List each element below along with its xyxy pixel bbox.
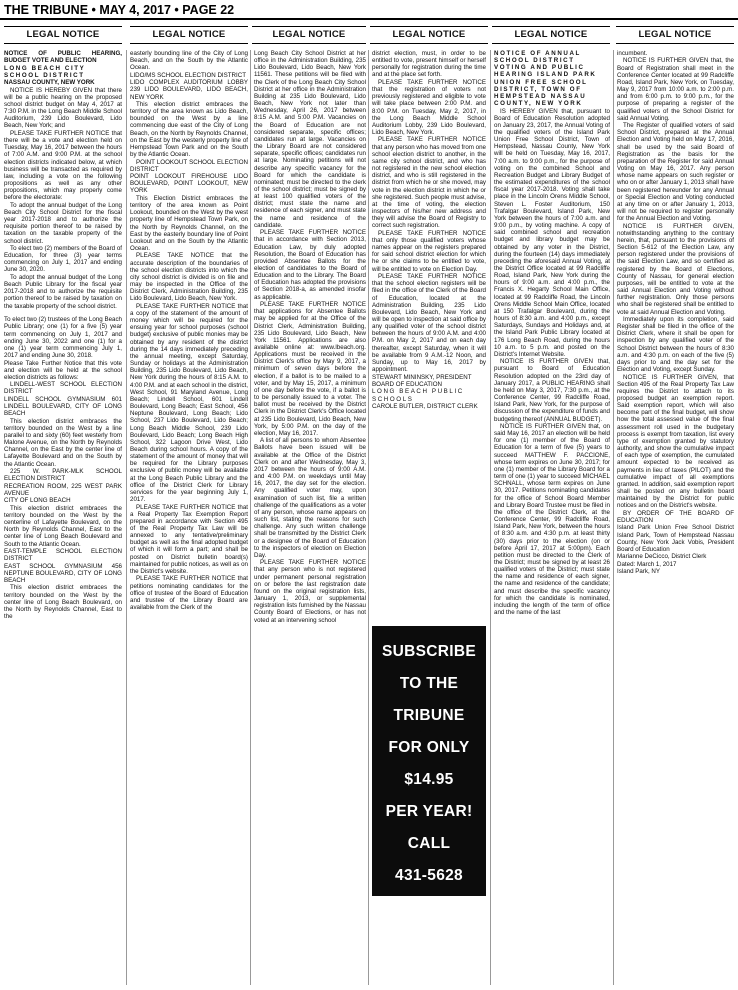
notice-paragraph: Please Take Further Notice that this vote and election will be held at the school election districts as follows: bbox=[4, 359, 122, 381]
notice-paragraph: RECREATION ROOM, 225 WEST PARK AVENUE bbox=[4, 482, 122, 497]
page-title: THE TRIBUNE • MAY 4, 2017 • PAGE 22 bbox=[4, 3, 235, 17]
column-header: LEGAL NOTICE bbox=[492, 26, 610, 44]
notice-paragraph: PLEASE TAKE FURTHER NOTICE that the school election registers will be filed in the office of the Clerk of the Board of Education, located at the Administration Building, 235 Lido Boulevard, Lido Beach, New York and will be open to inspection at said office by any qualified voter of the school district between the hours of 9:00 A.M. and 4:00 P.M. on May 2, 2017 and on each day thereafter, except Saturday, when it will be available from 9 A.M.-12 Noon, and Sunday, up to May 16, 2017 by appointment. bbox=[372, 273, 486, 374]
notice-paragraph: PLEASE TAKE FURTHER NOTICE that applications for Absentee Ballots may be applied for at the Office of the District Clerk, Administration Building, 235 Lido Boulevard, Lido Beach, New York 11561. Applications are also available online at: www.lbeach.org. Applications must be received in the District Clerk's office by May 9, 2017, a minimum of seven days before the election, if a ballot is to be mailed to a voter, and by May 15, 2017, a minimum of one day before the vote, if a ballot is to be personally issued to a voter. The ballot must be received by the District Clerk in the District Clerk's Office located at 235 Lido Boulevard, Lido Beach, New York, by 5:00 P.M. on the day of the election, May 16, 2017. bbox=[254, 301, 366, 437]
notice-paragraph: PLEASE TAKE FURTHER NOTICE that in accordance with Section 2013, Education Law, by duly adopted Resolution, the Board of Education has provided Absentee Ballots for the election of candidates to the Board of Education and to the Library. The Board of Education has adopted the provisions of Section 2018-a, as amended insofar as applicable. bbox=[254, 229, 366, 301]
notice-paragraph: This election district embraces the territory of the area known as Lido Beach, bounded on the West by a line commencing due east of the City of Long Beach, on the North by Reynolds Channel, on the East by the westerly property line of Hempstead Town Park and on the South by the Atlantic Ocean. bbox=[130, 100, 248, 159]
column-header: LEGAL NOTICE bbox=[4, 26, 122, 44]
column-divider bbox=[126, 50, 127, 985]
notice-paragraph: Island Park, NY bbox=[617, 568, 660, 576]
column-header: LEGAL NOTICE bbox=[252, 26, 366, 44]
legal-notices-body bbox=[0, 50, 738, 988]
ad-line: PER YEAR! bbox=[385, 803, 473, 820]
notice-paragraph: LIDO COMPLEX AUDITORIUM LOBBY 239 LIDO BOULEVARD, LIDO BEACH, NEW YORK bbox=[130, 79, 248, 101]
column-divider bbox=[368, 50, 369, 985]
notice-paragraph: NOTICE OF PUBLIC HEARING, BUDGET VOTE AND ELECTION bbox=[4, 50, 122, 65]
ad-line: FOR ONLY bbox=[388, 739, 470, 756]
notice-paragraph: district election, must, in order to be entitled to vote, present himself or herself personally for registration during the time and at the place set forth. bbox=[372, 50, 486, 79]
notice-paragraph: EAST-TEMPLE SCHOOL ELECTION DISTRICT bbox=[4, 547, 122, 563]
notice-paragraph: NOTICE IS FURTHER GIVEN, that Section 495 of the Real Property Tax Law requires the District to attach to its proposed budget an exemption report. Said exemption report, which will also become part of the final budget, will show how the total assessed value of the final assessment roll used in the budgetary process is exempt from taxation, list every type of exemption granted by statutory authority, and show the cumulative impact of each type of exemption, the cumulated amount expected to be received as payments in lieu of taxes (PILOT) and the cumulative impact of all exemptions granted. In addition, said exemption report shall be posted on any bulletin board maintained by the District for public notices and on the District's website. bbox=[617, 373, 734, 510]
notice-paragraph: Immediately upon its completion, said Register shall be filed in the office of the District Clerk, where it shall be open for inspection by any qualified voter of the School District between the hours of 8:30 a.m. and 4:30 p.m. on each of the five (5) days prior to and the day set for the Election and Voting, except Sunday. bbox=[617, 315, 734, 374]
notice-paragraph: PLEASE TAKE FURTHER NOTICE that there will be a vote and election held on Tuesday, May 16, 2017 between the hours of 7:00 A.M. and 9:00 P.M. at the school election districts indicated below, at which business will be transacted as required by law, including a vote on the following propositions as well as any other propositions, which may properly come before the electorate: bbox=[4, 129, 122, 202]
notice-paragraph: STEWART MININSKY, PRESIDENT bbox=[372, 373, 472, 381]
notice-paragraph: PLEASE TAKE FURTHER NOTICE that a Real Property Tax Exemption Report prepared in accordance with Section 495 of the Real Property Tax Law will be annexed to any tentative/preliminary budget as well as the final adopted budget of which it will form a part; and shall be posted on District bulletin board(s) maintained for public notices, as well as on the District's website. bbox=[130, 503, 248, 575]
notice-paragraph: PLEASE TAKE FURTHER NOTICE that any person who has moved from one school election district to another, in the same city school district, and who has not registered in the new school election district, and who is still registered in the district from which he or she moved, may vote in the election district in which he or she registered. Such people must advise, at the time of voting, the election inspectors of his/her new address and they will advise the Board of Registry to correct such registration. bbox=[372, 136, 486, 230]
notice-column-1 bbox=[4, 50, 122, 985]
notice-paragraph: To elect two (2) trustees of the Long Beach Public Library; one (1) for a five (5) year term commencing on July 1, 2017 and ending June 30, 2022 and one (1) for a one (1) year term commencing July 1, 2017 and ending June 30, 2018. bbox=[4, 316, 122, 360]
notice-paragraph: LONG BEACH PUBLIC SCHOOLS bbox=[372, 388, 464, 403]
notice-paragraph: PLEASE TAKE FURTHER NOTICE that only those qualified voters whose names appear on the registers prepared for said school district election for which he or she claims to be entitled to vote, will be entitled to vote on Election Day. bbox=[372, 229, 486, 273]
column-divider bbox=[250, 50, 251, 985]
notice-paragraph: To adopt the annual budget of the Long Beach City School District for the fiscal year 2017-2018 and to authorize the requisite portion thereof to be raised by taxation on the taxable property of the school district. bbox=[4, 201, 122, 245]
notice-paragraph: CAROLE BUTLER, DISTRICT CLERK bbox=[372, 403, 478, 411]
notice-paragraph: POINT LOOKOUT SCHOOL ELECTION DISTRICT bbox=[130, 158, 248, 173]
notice-paragraph: PLEASE TAKE FURTHER NOTICE that petitions nominating candidates for the office of trustee of the Board of Education and trustee of the Library Board are available from the Clerk of the bbox=[130, 575, 248, 611]
notice-paragraph: Long Beach City School District at her office in the Administration Building, 235 Lido Boulevard, Lido Beach, New York 11561. These petitions will be filed with the Clerk of the Long Beach City School District at her office in the Administration Building at 235 Lido Boulevard, Lido Beach, New York not later than Wednesday, April 26, 2017 between 8:15 A.M. and 5:00 P.M. Vacancies on the Board of Education are not considered separate, specific offices; candidates run at large. Vacancies on the Library Board are not considered separate, specific offices; candidates run at large. Nominating petitions will not describe any specific vacancy for the Board for which the candidate is nominated; must be directed to the clerk of the school district; must be signed by at least 100 qualified voters of the district; must state the name and residence of each signer, and must state the name and residence of the candidate. bbox=[254, 50, 366, 229]
column-header: LEGAL NOTICE bbox=[616, 26, 734, 44]
column-header-row bbox=[0, 26, 738, 46]
notice-paragraph: NASSAU COUNTY, NEW YORK bbox=[4, 79, 95, 87]
notice-paragraph: IS HEREBY GIVEN that, pursuant to Board of Education Resolution adopted on January 23, 2017, the Annual Voting of the qualified voters of the Island Park Union Free School District, Town of Hempstead, Nassau County, New York will be held on Tuesday, May 16, 2017, 7:00 a.m. to 9:00 p.m., for the purpose of voting on the combined School and Recreation Budget and Library Budget of the estimated expenditures of the school fiscal year 2017-2018. Voting shall take place in the Lincoln Orens Middle School, Steven L. Foster Auditorium, 150 Trafalgar Boulevard, Island Park, New York between the hours of 7:00 a.m. and 9:00 p.m., by voting machine. A copy of said combined school and recreation budget and library budget may be obtained by any voter in the District, during the fourteen (14) days immediately preceding the aforesaid Annual Voting, at the District Office located at 99 Radcliffe Road, Island Park, New York during the hours of 9:00 a.m. and 4:00 p.m., the Francis X. Hegarty School Main Office, located at 99 Radcliffe Road, the Lincoln Orens Middle School Main Office, located at 150 Trafalgar Boulevard, during the hours of 8:30 a.m. and 4:00 p.m., except Saturdays, Sundays and Holidays and, at the Island Park Public Library located at 176 Long Beach Road, during the hours 10 a.m. to 5 p.m. and posted on the District's Internet Website. bbox=[494, 107, 610, 358]
notice-paragraph: This election district embraces the territory bounded on the West by the center line of Long Beach Boulevard, on the North by Reynolds Channel, East to the bbox=[4, 584, 122, 620]
notice-paragraph: PLEASE TAKE FURTHER NOTICE that a copy of the statement of the amount of money which will be required for the ensuing year for school purposes (school budget) exclusive of public monies may be obtained by any resident of the district during the 14 days immediately preceding the annual meeting, except Saturday, Sunday or holidays at the Administration Building, 235 Lido Boulevard, Lido Beach, New York during the hours of 8:15 A.M. to 4:00 P.M. and at each school in the district, West School, 91 Maryland Avenue, Long Beach; Lindell School, 601 Lindell Boulevard, Long Beach; East School, 456 Neptune Boulevard, Long Beach; Lido School, 237 Lido Boulevard, Lido Beach; Long Beach Middle School, 239 Lido Boulevard, Lido Beach; Long Beach High School, 322 Lagoon Drive West, Lido Beach during school hours. A copy of the statement of the amount of money that will be required for the Library purposes exclusive of public money will be available at the Long Beach Public Library and the office of the District Clerk for Library services for the year beginning July 1, 2017. bbox=[130, 302, 248, 504]
notice-paragraph: A list of all persons to whom Absentee Ballots have been issued will be available at the Office of the District Clerk on and after Wednesday, May 3, 2017 between the hours of 9:00 A.M. and 4:00 P.M. on weekdays until May 16, 2017, the day set for the election. Any qualified voter may, upon examination of such list, file a written challenge of the qualifications as a voter of any person, whose name appears on such list, stating the reasons for such challenge. Any such written challenge shall be transmitted by the District Clerk or a designee of the Board of Education to the inspectors of election on Election Day. bbox=[254, 437, 366, 559]
ad-line: TO THE bbox=[399, 675, 459, 692]
notice-column-6 bbox=[617, 50, 734, 985]
notice-paragraph: NOTICE IS FURTHER GIVEN, notwithstanding anything to the contrary herein, that, pursuant to the provisions of Section 5-612 of the Election Law, any person registered under the provisions of the said Election Law, and so certified as registered by the Board of Elections, County of Nassau, for general election purposes, will be entitled to vote at the said Annual Election and Voting without further registration. Only those persons who shall be registered shall be entitled to vote at said Annual Election and Voting. bbox=[617, 222, 734, 316]
notice-paragraph: To adopt the annual budget of the Long Beach Public Library for the fiscal year 2017-2018 and to authorize the requisite portion thereof to be raised by taxation on the taxable property of the school district. bbox=[4, 273, 122, 310]
ad-price: $14.95 bbox=[404, 771, 454, 788]
notice-column-5 bbox=[494, 50, 610, 985]
column-divider bbox=[613, 50, 614, 985]
notice-paragraph: LINDELL SCHOOL GYMNASIUM 601 LINDELL BOULEVARD, CITY OF LONG BEACH bbox=[4, 395, 122, 418]
notice-paragraph: BY ORDER OF THE BOARD OF EDUCATION bbox=[617, 509, 734, 524]
notice-paragraph: Marianne DeCicco, District Clerk bbox=[617, 553, 707, 561]
notice-paragraph: LONG BEACH CITY SCHOOL DISTRICT bbox=[4, 64, 86, 79]
column-header: LEGAL NOTICE bbox=[370, 26, 488, 44]
notice-paragraph: To elect two (2) members of the Board of Education, for three (3) year terms commencing on July 1, 2017 and ending June 30, 2020. bbox=[4, 245, 122, 274]
notice-paragraph: NOTICE IS FURTHER GIVEN that, on said May 16, 2017 an election will be held for one (1) member of the Board of Education for a term of five (5) years to succeed MATTHEW F. PACCIONE, whose term expires on June 30, 2017; for one (1) member of the Library Board for a term of one (1) year to succeed MICHAEL SCHNALL, whose term expires on June 30, 2017. Petitions nominating candidates for the office of School Board Member and Library Board Trustee must be filed in the office of the District Clerk, at the Conference Center, 99 Radcliffe Road, Island Park, New York, between the hours of 8:30 a.m. and 4:30 p.m. at least thirty (30) days prior to the election (on or before April 17, 2017 at 5:00pm). Each petition must be directed to the Clerk of the District; must be signed by at least 26 qualified voters of the District; must state the name and residence of each signer, the name and residence of the candidate; and must describe the specific vacancy for which the candidate is nominated, including the length of the term of office and the name of the last bbox=[494, 423, 610, 617]
notice-paragraph: PLEASE TAKE NOTICE that the accurate description of the boundaries of the school election districts into which the city school district is divided is on file and may be inspected in the Office of the District Clerk, Administration Building, 235 Lido Boulevard, Lido Beach, New York. bbox=[130, 252, 248, 303]
ad-line: SUBSCRIBE bbox=[382, 643, 476, 660]
notice-paragraph: easterly bounding line of the City of Long Beach, and on the South by the Atlantic Ocean. bbox=[130, 50, 248, 72]
notice-paragraph: CITY OF LONG BEACH bbox=[4, 497, 71, 505]
paragraph-spacer bbox=[4, 310, 122, 316]
notice-paragraph: EAST SCHOOL GYMNASIUM 456 NEPTUNE BOULEVARD, CITY OF LONG BEACH bbox=[4, 562, 122, 584]
subscription-ad bbox=[372, 626, 486, 896]
notice-paragraph: PLEASE TAKE FURTHER NOTICE that any person who is not registered under permanent personal registration on or before the last registration date found on the original registration lists, January 1, 2013, or supplemental registration lists furnished by the Nassau County Board of Elections, or has not voted at an intervening school bbox=[254, 559, 366, 624]
notice-paragraph: 225 W. PARK-MLK SCHOOL ELECTION DISTRICT bbox=[4, 468, 122, 483]
notice-paragraph: This election district embraces the territory bounded on the West by a line parallel to and sixty (60) feet westerly from Malone Avenue, on the North by Reynolds Channel, on the East by the center line of Lafayette Boulevard and on the South by the Atlantic Ocean. bbox=[4, 417, 122, 468]
notice-paragraph: LIDO/MS SCHOOL ELECTION DISTRICT bbox=[130, 71, 246, 79]
notice-paragraph: This Election District embraces the territory of the area known as Point Lookout, bounded on the West by the west property line of Hempstead Town Park, on the North by Reynolds Channel, on the East by the easterly boundary line of Point Lookout and on the South by the Atlantic Ocean. bbox=[130, 194, 248, 252]
notice-paragraph: The Register of qualified voters of said School District, prepared at the Annual Election and Voting held on May 17, 2016, shall be used by the said Board of Registration as the basis for the preparation of the Register for said Annual Voting on May 16, 2017. Any person whose name appears on such register or who on or after January 1, 2013 shall have been registered hereunder for any Annual or Special Election and Voting conducted at any time on or after January 1, 2013, will not be required to register personally for the Annual Election and Voting. bbox=[617, 122, 734, 223]
notice-column-3 bbox=[254, 50, 366, 985]
column-header: LEGAL NOTICE bbox=[130, 26, 248, 44]
notice-paragraph: BOARD OF EDUCATION bbox=[372, 380, 443, 388]
ad-phone: 431-5628 bbox=[395, 867, 463, 884]
notice-paragraph: This election district embraces the territory bounded on the West by the centerline of Lafayette Boulevard, on the North by Reynolds Channel, East to the center line of Long Beach Boulevard and South to the Atlantic Ocean. bbox=[4, 504, 122, 548]
notice-paragraph: NOTICE IS FURTHER GIVEN that, the Board of Registration shall meet in the Conference Center located at 99 Radcliffe Road, Island Park, New York, on Tuesday, May 9, 2017 from 10:00 a.m. to 2:00 p.m. and from 6:00 p.m. to 9:00 p.m., for the purpose of preparing a register of the qualified voters of the School District for said Annual Voting. bbox=[617, 57, 734, 122]
column-divider bbox=[490, 50, 491, 985]
notice-paragraph: LINDELL-WEST SCHOOL ELECTION DISTRICT bbox=[4, 381, 122, 396]
notice-paragraph: incumbent. bbox=[617, 50, 648, 57]
notice-paragraph: POINT LOOKOUT FIREHOUSE LIDO BOULEVARD, POINT LOOKOUT, NEW YORK bbox=[130, 173, 248, 195]
notice-paragraph: NOTICE IS HEREBY GIVEN that there will be a public hearing on the proposed school district budget on May 4, 2017 at 7:30 P.M. in the Long Beach Middle School Auditorium, 239 Lido Boulevard, Lido Beach, New York; and bbox=[4, 86, 122, 130]
notice-paragraph: PLEASE TAKE FURTHER NOTICE that the registration of voters not previously registered and eligible to vote will take place between 2:00 P.M. and 8:00 P.M. on Tuesday, May 2, 2017, in the Long Beach Middle School Auditorium Lobby, 239 Lido Boulevard, Lido Beach, New York. bbox=[372, 78, 486, 137]
notice-paragraph: Dated: March 1, 2017 bbox=[617, 560, 677, 568]
ad-line: CALL bbox=[407, 835, 451, 852]
notice-paragraph: NOTICE IS FURTHER GIVEN that, pursuant to Board of Education Resolution adopted on the 23rd day of January 2017, a PUBLIC HEARING shall be held on May 3, 2017, 7:30 p.m., at the Conference Center, 99 Radcliffe Road, Island Park, New York, for the purpose of discussion of the expenditure of funds and budgeting thereof (ANNUAL BUDGET). bbox=[494, 358, 610, 423]
notice-paragraph: NOTICE OF ANNUAL SCHOOL DISTRICT VOTING AND PUBLIC HEARING ISLAND PARK UNION FREE SCHOOL DISTRICT, TOWN OF HEMPSTEAD NASSAU COUNTY, NEW YORK bbox=[494, 50, 597, 108]
header-rule bbox=[0, 18, 738, 20]
notice-column-2 bbox=[130, 50, 248, 985]
notice-paragraph: Island Park Union Free School District Island Park, Town of Hempstead Nassau County, New York Jack Vobis, President Board of Education bbox=[617, 524, 734, 553]
ad-line: TRIBUNE bbox=[393, 707, 465, 724]
